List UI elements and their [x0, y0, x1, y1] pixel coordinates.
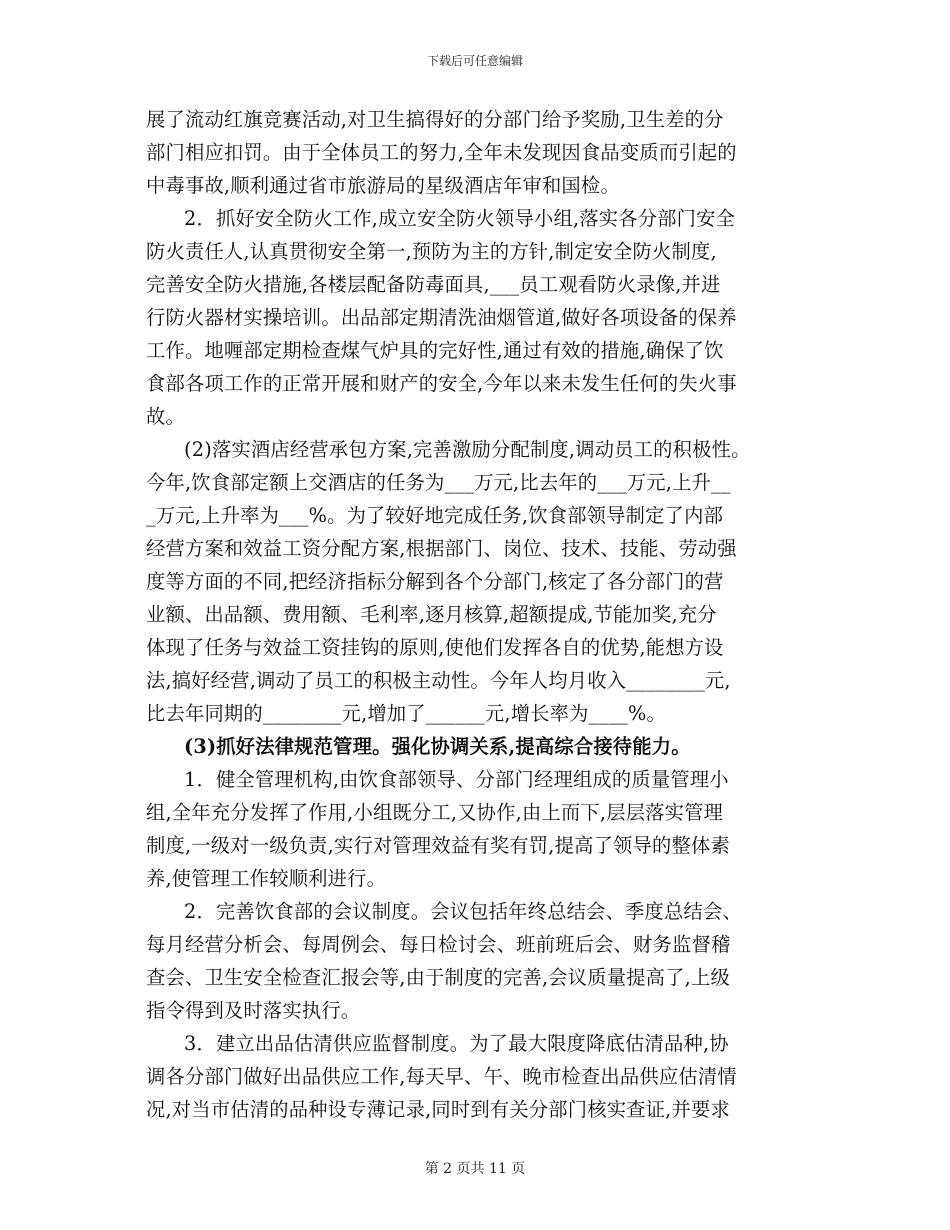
body-line: 比去年同期的________元,增加了______元,增长率为____%。 [146, 702, 667, 725]
body-line: 业额、出品额、费用额、毛利率,逐月核算,超额提成,节能加奖,充分 [146, 603, 717, 626]
body-line: 部门相应扣罚。由于全体员工的努力,全年未发现因食品变质而引起的 [146, 141, 737, 164]
body-line: 3．建立出品估清供应监督制度。为了最大限度降底估清品种,协 [184, 1032, 729, 1055]
page-footer: 第 2 页共 11 页 [424, 1161, 526, 1177]
body-line: 度等方面的不同,把经济指标分解到各个分部门,核定了各分部门的营 [146, 570, 724, 593]
body-line: 工作。地喱部定期检查煤气炉具的完好性,通过有效的措施,确保了饮 [146, 339, 724, 362]
body-line: 今年,饮食部定额上交酒店的任务为___万元,比去年的___万元,上升__ [146, 471, 731, 494]
body-line: 完善安全防火措施,各楼层配备防毒面具,___员工观看防火录像,并进 [146, 273, 721, 296]
body-line: 每月经营分析会、每周例会、每日检讨会、班前班后会、财务监督稽 [146, 933, 731, 956]
body-line: 指令得到及时落实执行。 [146, 999, 361, 1022]
body-line: 体现了任务与效益工资挂钩的原则,使他们发挥各自的优势,能想方设 [146, 636, 724, 659]
body-line: 1．健全管理机构,由饮食部领导、分部门经理组成的质量管理小 [184, 768, 729, 791]
page-header: 下载后可任意编辑 [426, 54, 523, 68]
body-line: (2)落实酒店经营承包方案,完善激励分配制度,调动员工的积极性。 [184, 438, 751, 461]
body-line: 食部各项工作的正常开展和财产的安全,今年以来未发生任何的失火事 [146, 372, 737, 395]
document-body [146, 103, 816, 1126]
body-line: 经营方案和效益工资分配方案,根据部门、岗位、技术、技能、劳动强 [146, 537, 737, 560]
body-line: 法,搞好经营,调动了员工的积极主动性。今年人均月收入________元, [146, 669, 731, 692]
body-line: 制度,一级对一级负责,实行对管理效益有奖有罚,提高了领导的整体素 [146, 834, 730, 857]
body-line: 2．抓好安全防火工作,成立安全防火领导小组,落实各分部门安全 [184, 207, 736, 230]
body-line: 查会、卫生安全检查汇报会等,由于制度的完善,会议质量提高了,上级 [146, 966, 730, 989]
body-line: _万元,上升率为___%。为了较好地完成任务,饮食部领导制定了内部 [146, 504, 724, 527]
body-line: 况,对当市估清的品种设专薄记录,同时到有关分部门核实查证,并要求 [146, 1098, 730, 1121]
body-line: 中毒事故,顺利通过省市旅游局的星级酒店年审和国检。 [146, 174, 620, 197]
body-line: 展了流动红旗竞赛活动,对卫生搞得好的分部门给予奖励,卫生差的分 [146, 108, 724, 131]
body-line: 故。 [146, 405, 185, 428]
body-line: 2．完善饮食部的会议制度。会议包括年终总结会、季度总结会、 [184, 900, 742, 923]
body-line: 组,全年充分发挥了作用,小组既分工,又协作,由上而下,层层落实管理 [146, 801, 724, 824]
body-line: 防火责任人,认真贯彻安全第一,预防为主的方针,制定安全防火制度, [146, 240, 717, 263]
body-line: 养,使管理工作较顺利进行。 [146, 867, 387, 890]
body-line: 调各分部门做好出品供应工作,每天早、午、晚市检查出品供应估清情 [146, 1065, 737, 1088]
body-line: 行防火器材实操培训。出品部定期清洗油烟管道,做好各项设备的保养 [146, 306, 737, 329]
section-heading: (3)抓好法律规范管理。强化协调关系,提高综合接待能力。 [184, 735, 691, 758]
